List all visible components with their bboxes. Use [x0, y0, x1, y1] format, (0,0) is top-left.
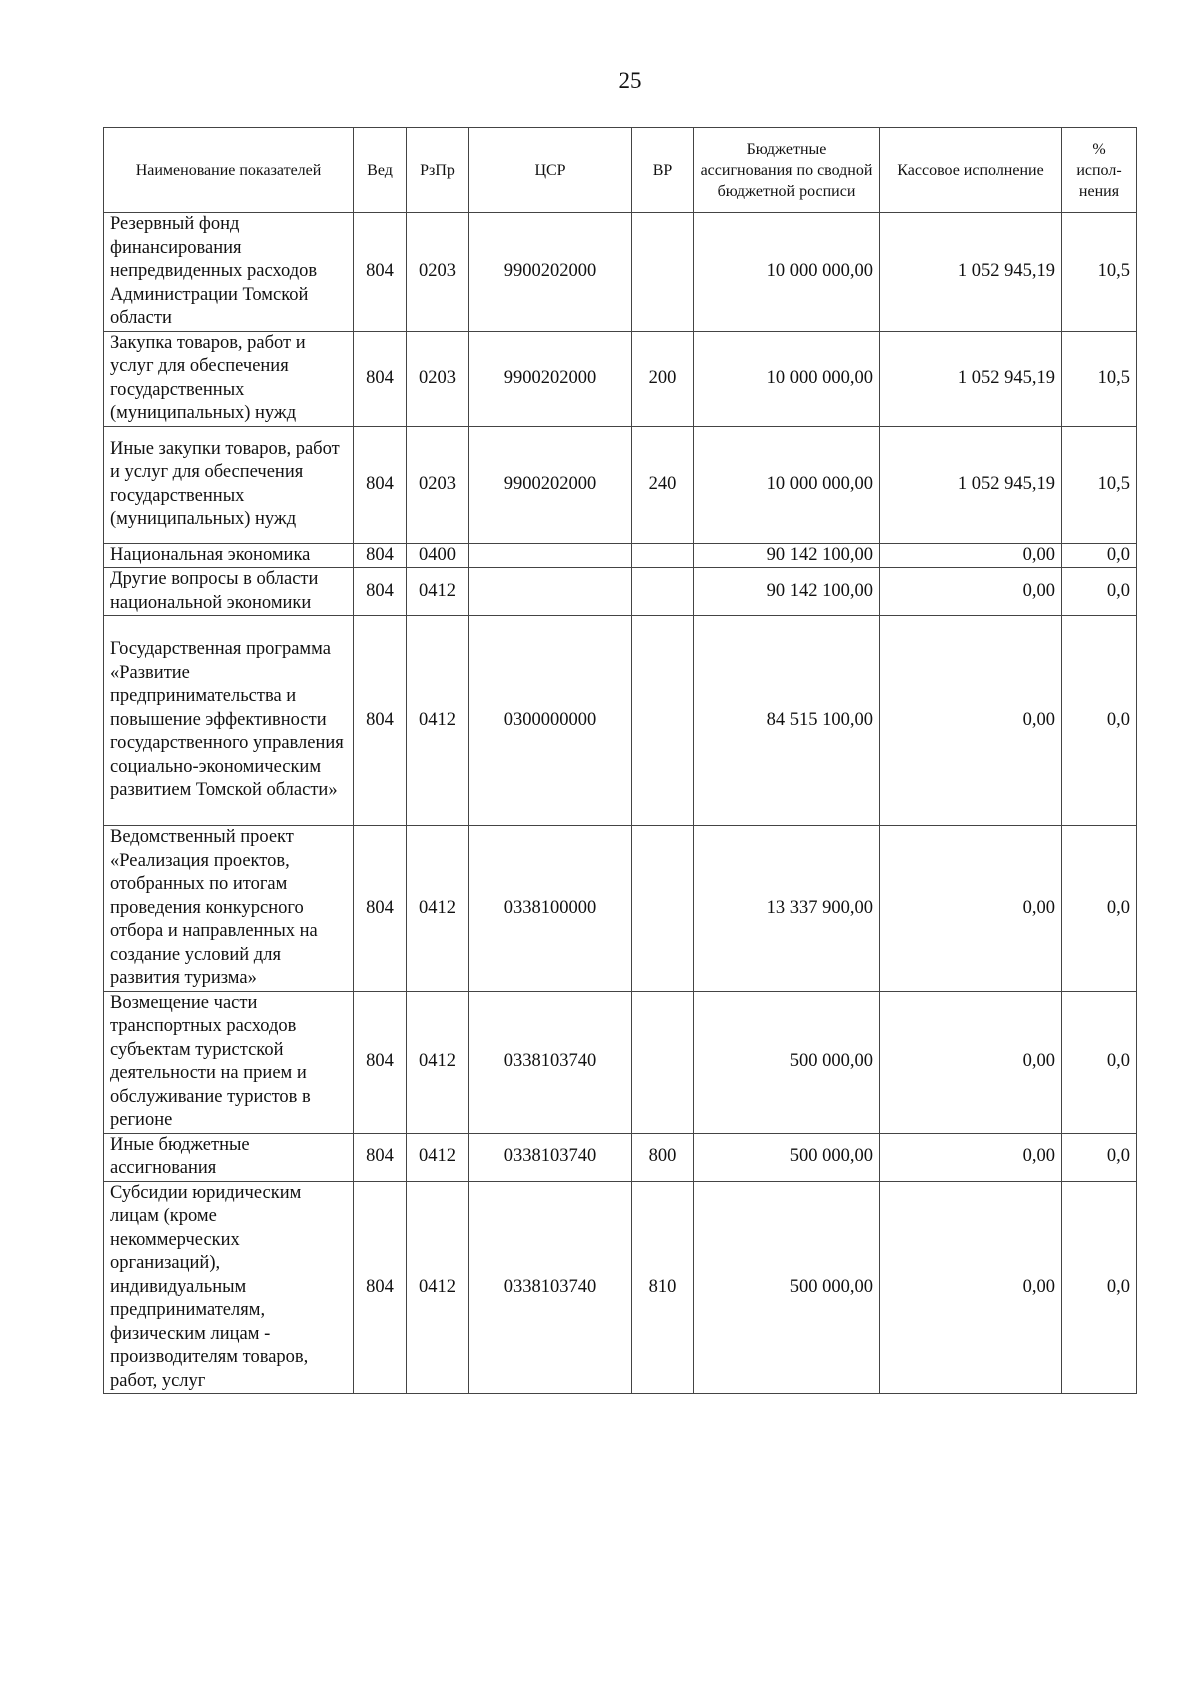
row-rzpr: 0203 — [407, 213, 469, 332]
row-vr — [632, 568, 694, 616]
row-cash: 0,00 — [880, 543, 1062, 568]
budget-execution-table — [103, 127, 1137, 1394]
header-cash-execution: Кассовое исполнение — [880, 128, 1062, 213]
row-percent: 10,5 — [1062, 213, 1137, 332]
row-rzpr: 0412 — [407, 568, 469, 616]
table-row — [104, 1181, 1137, 1394]
row-csr: 0338100000 — [469, 826, 632, 992]
row-budget: 500 000,00 — [694, 991, 880, 1133]
row-name: Возмещение части транспортных расходов субъектам туристской деятельности на прием и обслуживание туристов в регионе — [104, 991, 354, 1133]
row-vr: 810 — [632, 1181, 694, 1394]
row-ved: 804 — [354, 1181, 407, 1394]
row-rzpr: 0412 — [407, 991, 469, 1133]
header-ved: Вед — [354, 128, 407, 213]
row-vr: 240 — [632, 426, 694, 543]
row-csr: 0338103740 — [469, 1133, 632, 1181]
row-cash: 1 052 945,19 — [880, 331, 1062, 426]
row-vr — [632, 991, 694, 1133]
row-name: Государственная программа «Развитие предпринимательства и повышение эффективности государственного управления социально-экономическим развитием Томской области» — [104, 616, 354, 826]
table-row — [104, 543, 1137, 568]
row-rzpr: 0400 — [407, 543, 469, 568]
row-rzpr: 0412 — [407, 1133, 469, 1181]
header-vr: ВР — [632, 128, 694, 213]
row-budget: 84 515 100,00 — [694, 616, 880, 826]
table-row — [104, 331, 1137, 426]
row-ved: 804 — [354, 213, 407, 332]
table-row — [104, 568, 1137, 616]
row-name: Закупка товаров, работ и услуг для обеспечения государственных (муниципальных) нужд — [104, 331, 354, 426]
row-name: Субсидии юридическим лицам (кроме некоммерческих организаций), индивидуальным предпринимателям, физическим лицам - производителям товаров, работ, услуг — [104, 1181, 354, 1394]
row-percent: 0,0 — [1062, 568, 1137, 616]
header-name: Наименование показателей — [104, 128, 354, 213]
row-ved: 804 — [354, 331, 407, 426]
row-rzpr: 0203 — [407, 331, 469, 426]
row-percent: 0,0 — [1062, 1181, 1137, 1394]
row-name: Ведомственный проект «Реализация проектов, отобранных по итогам проведения конкурсного отбора и направленных на создание условий для развития туризма» — [104, 826, 354, 992]
row-rzpr: 0412 — [407, 1181, 469, 1394]
row-percent: 0,0 — [1062, 826, 1137, 992]
row-name: Другие вопросы в области национальной экономики — [104, 568, 354, 616]
row-vr — [632, 543, 694, 568]
row-csr: 9900202000 — [469, 426, 632, 543]
header-rzpr: РзПр — [407, 128, 469, 213]
row-cash: 0,00 — [880, 616, 1062, 826]
row-ved: 804 — [354, 426, 407, 543]
row-percent: 0,0 — [1062, 991, 1137, 1133]
row-cash: 1 052 945,19 — [880, 213, 1062, 332]
row-cash: 0,00 — [880, 826, 1062, 992]
row-name: Иные бюджетные ассигнования — [104, 1133, 354, 1181]
row-vr: 800 — [632, 1133, 694, 1181]
row-rzpr: 0203 — [407, 426, 469, 543]
row-cash: 1 052 945,19 — [880, 426, 1062, 543]
row-percent: 10,5 — [1062, 331, 1137, 426]
row-rzpr: 0412 — [407, 826, 469, 992]
row-ved: 804 — [354, 1133, 407, 1181]
row-percent: 0,0 — [1062, 543, 1137, 568]
row-budget: 10 000 000,00 — [694, 426, 880, 543]
row-vr — [632, 616, 694, 826]
row-cash: 0,00 — [880, 568, 1062, 616]
row-vr — [632, 213, 694, 332]
table-row — [104, 991, 1137, 1133]
row-ved: 804 — [354, 616, 407, 826]
row-percent: 0,0 — [1062, 1133, 1137, 1181]
row-percent: 0,0 — [1062, 616, 1137, 826]
row-budget: 10 000 000,00 — [694, 213, 880, 332]
row-csr: 0338103740 — [469, 991, 632, 1133]
table-row — [104, 1133, 1137, 1181]
table-row — [104, 826, 1137, 992]
row-csr — [469, 568, 632, 616]
row-vr: 200 — [632, 331, 694, 426]
row-ved: 804 — [354, 543, 407, 568]
row-budget: 13 337 900,00 — [694, 826, 880, 992]
header-csr: ЦСР — [469, 128, 632, 213]
row-csr: 9900202000 — [469, 213, 632, 332]
row-ved: 804 — [354, 826, 407, 992]
header-percent-execution: % испол-нения — [1062, 128, 1137, 213]
row-ved: 804 — [354, 991, 407, 1133]
row-budget: 500 000,00 — [694, 1181, 880, 1394]
row-ved: 804 — [354, 568, 407, 616]
row-percent: 10,5 — [1062, 426, 1137, 543]
table-header-row — [104, 128, 1137, 213]
row-cash: 0,00 — [880, 1133, 1062, 1181]
table-row — [104, 426, 1137, 543]
row-csr: 0300000000 — [469, 616, 632, 826]
row-vr — [632, 826, 694, 992]
row-budget: 90 142 100,00 — [694, 568, 880, 616]
table-row — [104, 616, 1137, 826]
row-csr — [469, 543, 632, 568]
row-name: Резервный фонд финансирования непредвиденных расходов Администрации Томской области — [104, 213, 354, 332]
row-rzpr: 0412 — [407, 616, 469, 826]
table-row — [104, 213, 1137, 332]
row-cash: 0,00 — [880, 991, 1062, 1133]
row-cash: 0,00 — [880, 1181, 1062, 1394]
row-csr: 9900202000 — [469, 331, 632, 426]
row-budget: 10 000 000,00 — [694, 331, 880, 426]
row-csr: 0338103740 — [469, 1181, 632, 1394]
header-budget-allocations: Бюджетные ассигнования по сводной бюджетной росписи — [694, 128, 880, 213]
row-budget: 90 142 100,00 — [694, 543, 880, 568]
row-name: Иные закупки товаров, работ и услуг для обеспечения государственных (муниципальных) нужд — [104, 426, 354, 543]
page-number: 25 — [618, 68, 642, 93]
row-budget: 500 000,00 — [694, 1133, 880, 1181]
row-name: Национальная экономика — [104, 543, 354, 568]
